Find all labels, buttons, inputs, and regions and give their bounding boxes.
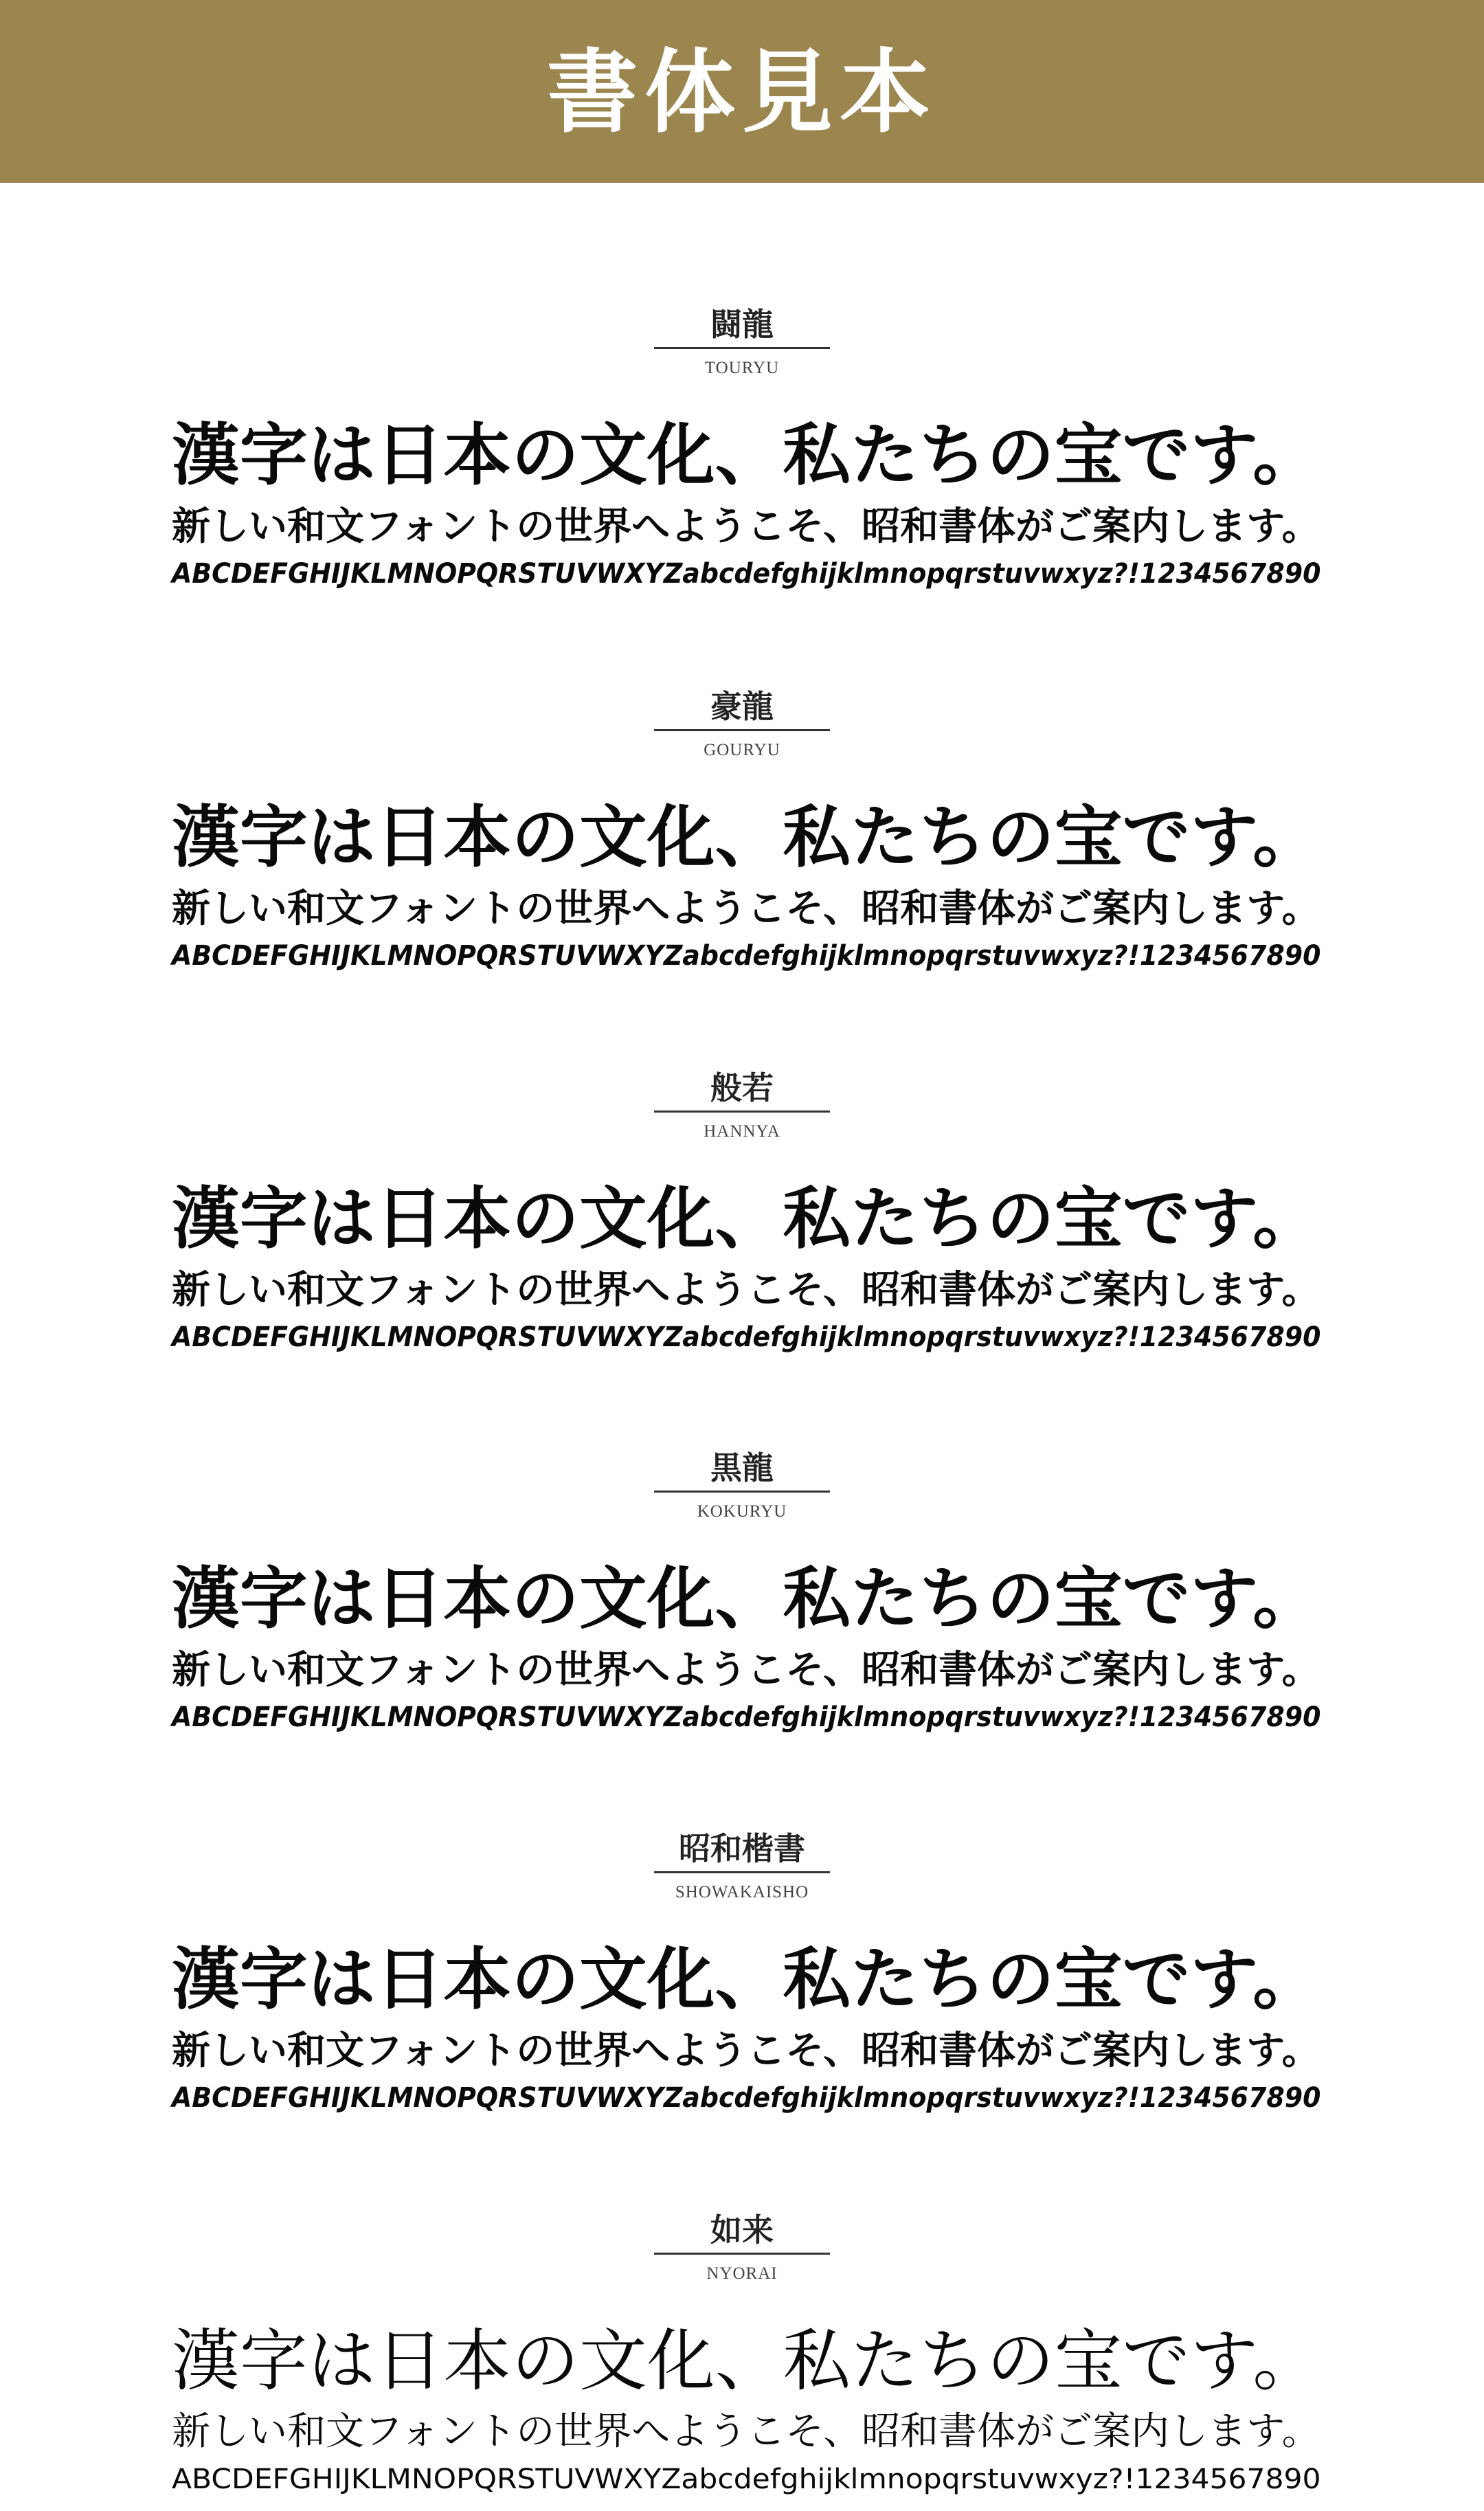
sample-line-kana: 新しい和文フォントの世界へようこそ、昭和書体がご案内します。	[172, 504, 1320, 549]
sample-line-kana: 新しい和文フォントの世界へようこそ、昭和書体がご案内します。	[172, 2409, 1320, 2454]
font-section-gouryu	[0, 687, 1484, 975]
header-banner	[0, 0, 1484, 183]
font-section-touryu	[0, 304, 1484, 593]
font-section-showakaisho	[0, 1829, 1484, 2117]
divider	[654, 347, 830, 349]
sample-line-kana: 新しい和文フォントの世界へようこそ、昭和書体がご案内します。	[172, 2028, 1320, 2073]
sample-line-kana: 新しい和文フォントの世界へようこそ、昭和書体がご案内します。	[172, 886, 1320, 931]
sample-line-latin: ABCDEFGHIJKLMNOPQRSTUVWXYZabcdefghijklmnopqrstuvwxyz?!1234567890	[172, 558, 1321, 590]
font-name: 昭和楷書	[679, 1830, 805, 1867]
font-name: 黒龍	[710, 1449, 774, 1486]
sample-line-latin: ABCDEFGHIJKLMNOPQRSTUVWXYZabcdefghijklmnopqrstuvwxyz?!1234567890	[172, 1321, 1321, 1353]
sample-line-kanji: 漢字は日本の文化、私たちの宝です。	[172, 1940, 1321, 2019]
font-name: 闘龍	[710, 306, 774, 343]
font-section-kokuryu	[0, 1448, 1484, 1737]
divider	[654, 1111, 830, 1113]
sample-line-kanji: 漢字は日本の文化、私たちの宝です。	[172, 798, 1321, 877]
font-romaji: GOURYU	[704, 741, 780, 759]
sample-line-latin: ABCDEFGHIJKLMNOPQRSTUVWXYZabcdefghijklmnopqrstuvwxyz?!1234567890	[172, 2082, 1321, 2114]
font-name: 豪龍	[710, 688, 774, 725]
divider	[654, 1491, 830, 1493]
sample-line-kana: 新しい和文フォントの世界へようこそ、昭和書体がご案内します。	[172, 1647, 1320, 1693]
sample-line-kanji: 漢字は日本の文化、私たちの宝です。	[172, 416, 1321, 495]
sample-line-latin: ABCDEFGHIJKLMNOPQRSTUVWXYZabcdefghijklmnopqrstuvwxyz?!1234567890	[172, 940, 1321, 972]
divider	[654, 2253, 830, 2255]
font-romaji: HANNYA	[704, 1122, 780, 1141]
sample-line-latin: ABCDEFGHIJKLMNOPQRSTUVWXYZabcdefghijklmnopqrstuvwxyz?!1234567890	[172, 1701, 1321, 1733]
sample-line-kanji: 漢字は日本の文化、私たちの宝です。	[172, 1179, 1321, 1258]
font-romaji: KOKURYU	[697, 1502, 787, 1521]
sample-line-latin: ABCDEFGHIJKLMNOPQRSTUVWXYZabcdefghijklmnopqrstuvwxyz?!1234567890	[172, 2464, 1321, 2495]
sample-line-kana: 新しい和文フォントの世界へようこそ、昭和書体がご案内します。	[172, 1267, 1320, 1313]
font-name: 般若	[710, 1069, 774, 1106]
divider	[654, 729, 830, 731]
font-section-hannya	[0, 1068, 1484, 1357]
font-romaji: TOURYU	[704, 359, 780, 377]
font-romaji: NYORAI	[706, 2264, 778, 2283]
sample-line-kanji: 漢字は日本の文化、私たちの宝です。	[172, 2322, 1321, 2400]
font-name: 如来	[710, 2211, 774, 2248]
page-title: 書体見本	[547, 39, 937, 146]
sample-line-kanji: 漢字は日本の文化、私たちの宝です。	[172, 1559, 1321, 1638]
font-romaji: SHOWAKAISHO	[675, 1883, 809, 1901]
font-section-nyorai	[0, 2210, 1484, 2499]
divider	[654, 1871, 830, 1873]
